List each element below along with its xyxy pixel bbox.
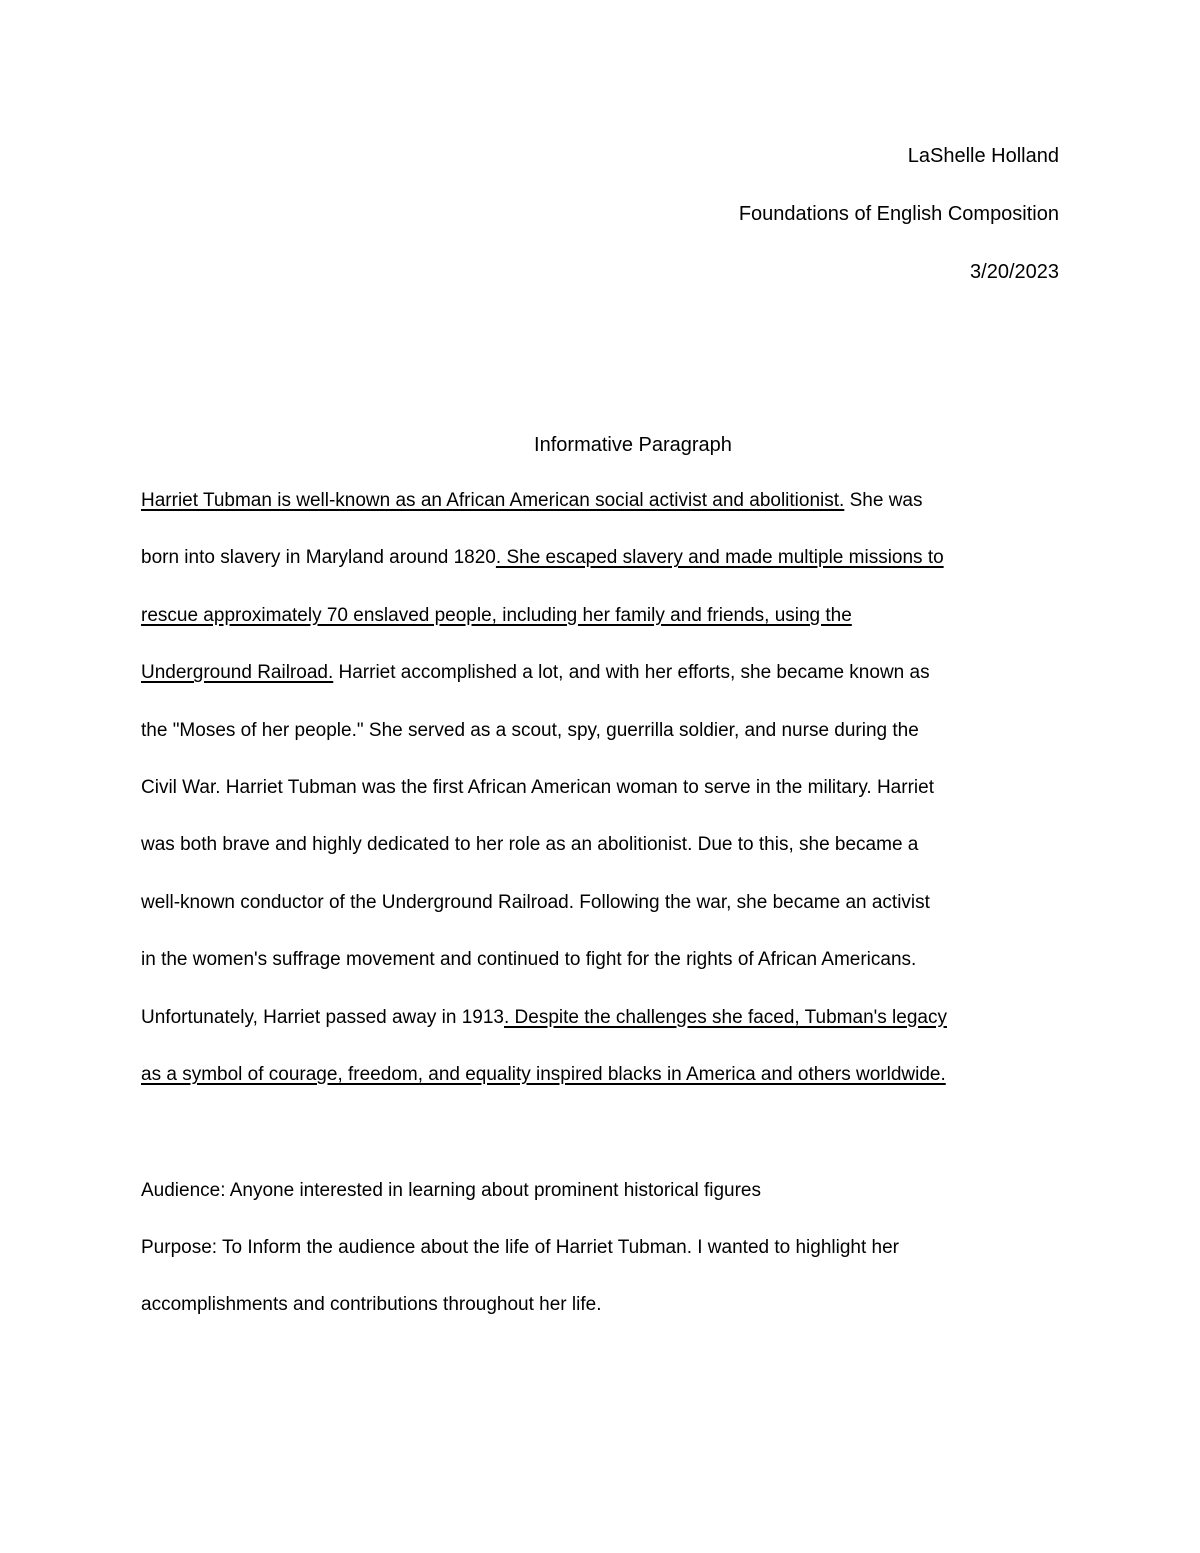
- text-segment: well-known conductor of the Underground Railroad. Following the war, she became an activist: [141, 891, 930, 913]
- paragraph-line: [141, 831, 918, 859]
- underlined-text: . She escaped slavery and made multiple missions to: [495, 547, 944, 569]
- text-segment: She was: [844, 490, 923, 511]
- course-name: Foundations of English Composition: [738, 203, 1059, 225]
- underlined-text: Underground Railroad.: [141, 662, 334, 684]
- text-segment: in the women's suffrage movement and continued to fight for the rights of African Americans.: [141, 949, 917, 971]
- author-name: LaShelle Holland: [907, 145, 1059, 167]
- paragraph-line: [141, 946, 916, 974]
- underlined-text: rescue approximately 70 enslaved people, including her family and friends, using the: [141, 604, 852, 626]
- document-title: Informative Paragraph: [534, 434, 732, 456]
- purpose-note-line-2: accomplishments and contributions throughout her life.: [141, 1294, 602, 1315]
- underlined-text: Harriet Tubman is well-known as an African American social activist and abolitionist.: [141, 490, 845, 511]
- paragraph-line: [141, 717, 919, 745]
- text-segment: Unfortunately, Harriet passed away in 1913: [141, 1006, 504, 1028]
- text-segment: the "Moses of her people." She served as a scout, spy, guerrilla soldier, and nurse during the: [141, 719, 919, 741]
- paragraph-line: [141, 659, 930, 687]
- text-segment: was both brave and highly dedicated to her role as an abolitionist. Due to this, she became a: [141, 834, 919, 856]
- underlined-text: . Despite the challenges she faced, Tubman's legacy: [503, 1006, 947, 1028]
- text-segment: Civil War. Harriet Tubman was the first African American woman to serve in the military. Harriet: [141, 777, 934, 798]
- paragraph-line: [141, 602, 852, 630]
- paragraph-line: [141, 774, 934, 802]
- text-segment: born into slavery in Maryland around 1820: [141, 547, 496, 569]
- paragraph-line: [141, 544, 944, 572]
- underlined-text: as a symbol of courage, freedom, and equality inspired blacks in America and others worldwide.: [141, 1064, 946, 1085]
- audience-note: Audience: Anyone interested in learning about prominent historical figures: [141, 1180, 761, 1201]
- paragraph-line: [141, 1061, 946, 1089]
- document-date: 3/20/2023: [970, 261, 1059, 283]
- paragraph-line: [141, 487, 922, 515]
- purpose-note-line-1: Purpose: To Inform the audience about the life of Harriet Tubman. I wanted to highlight her: [141, 1237, 899, 1258]
- paragraph-line: [141, 1004, 947, 1032]
- paragraph-line: [141, 889, 930, 917]
- text-segment: Harriet accomplished a lot, and with her efforts, she became known as: [333, 662, 930, 684]
